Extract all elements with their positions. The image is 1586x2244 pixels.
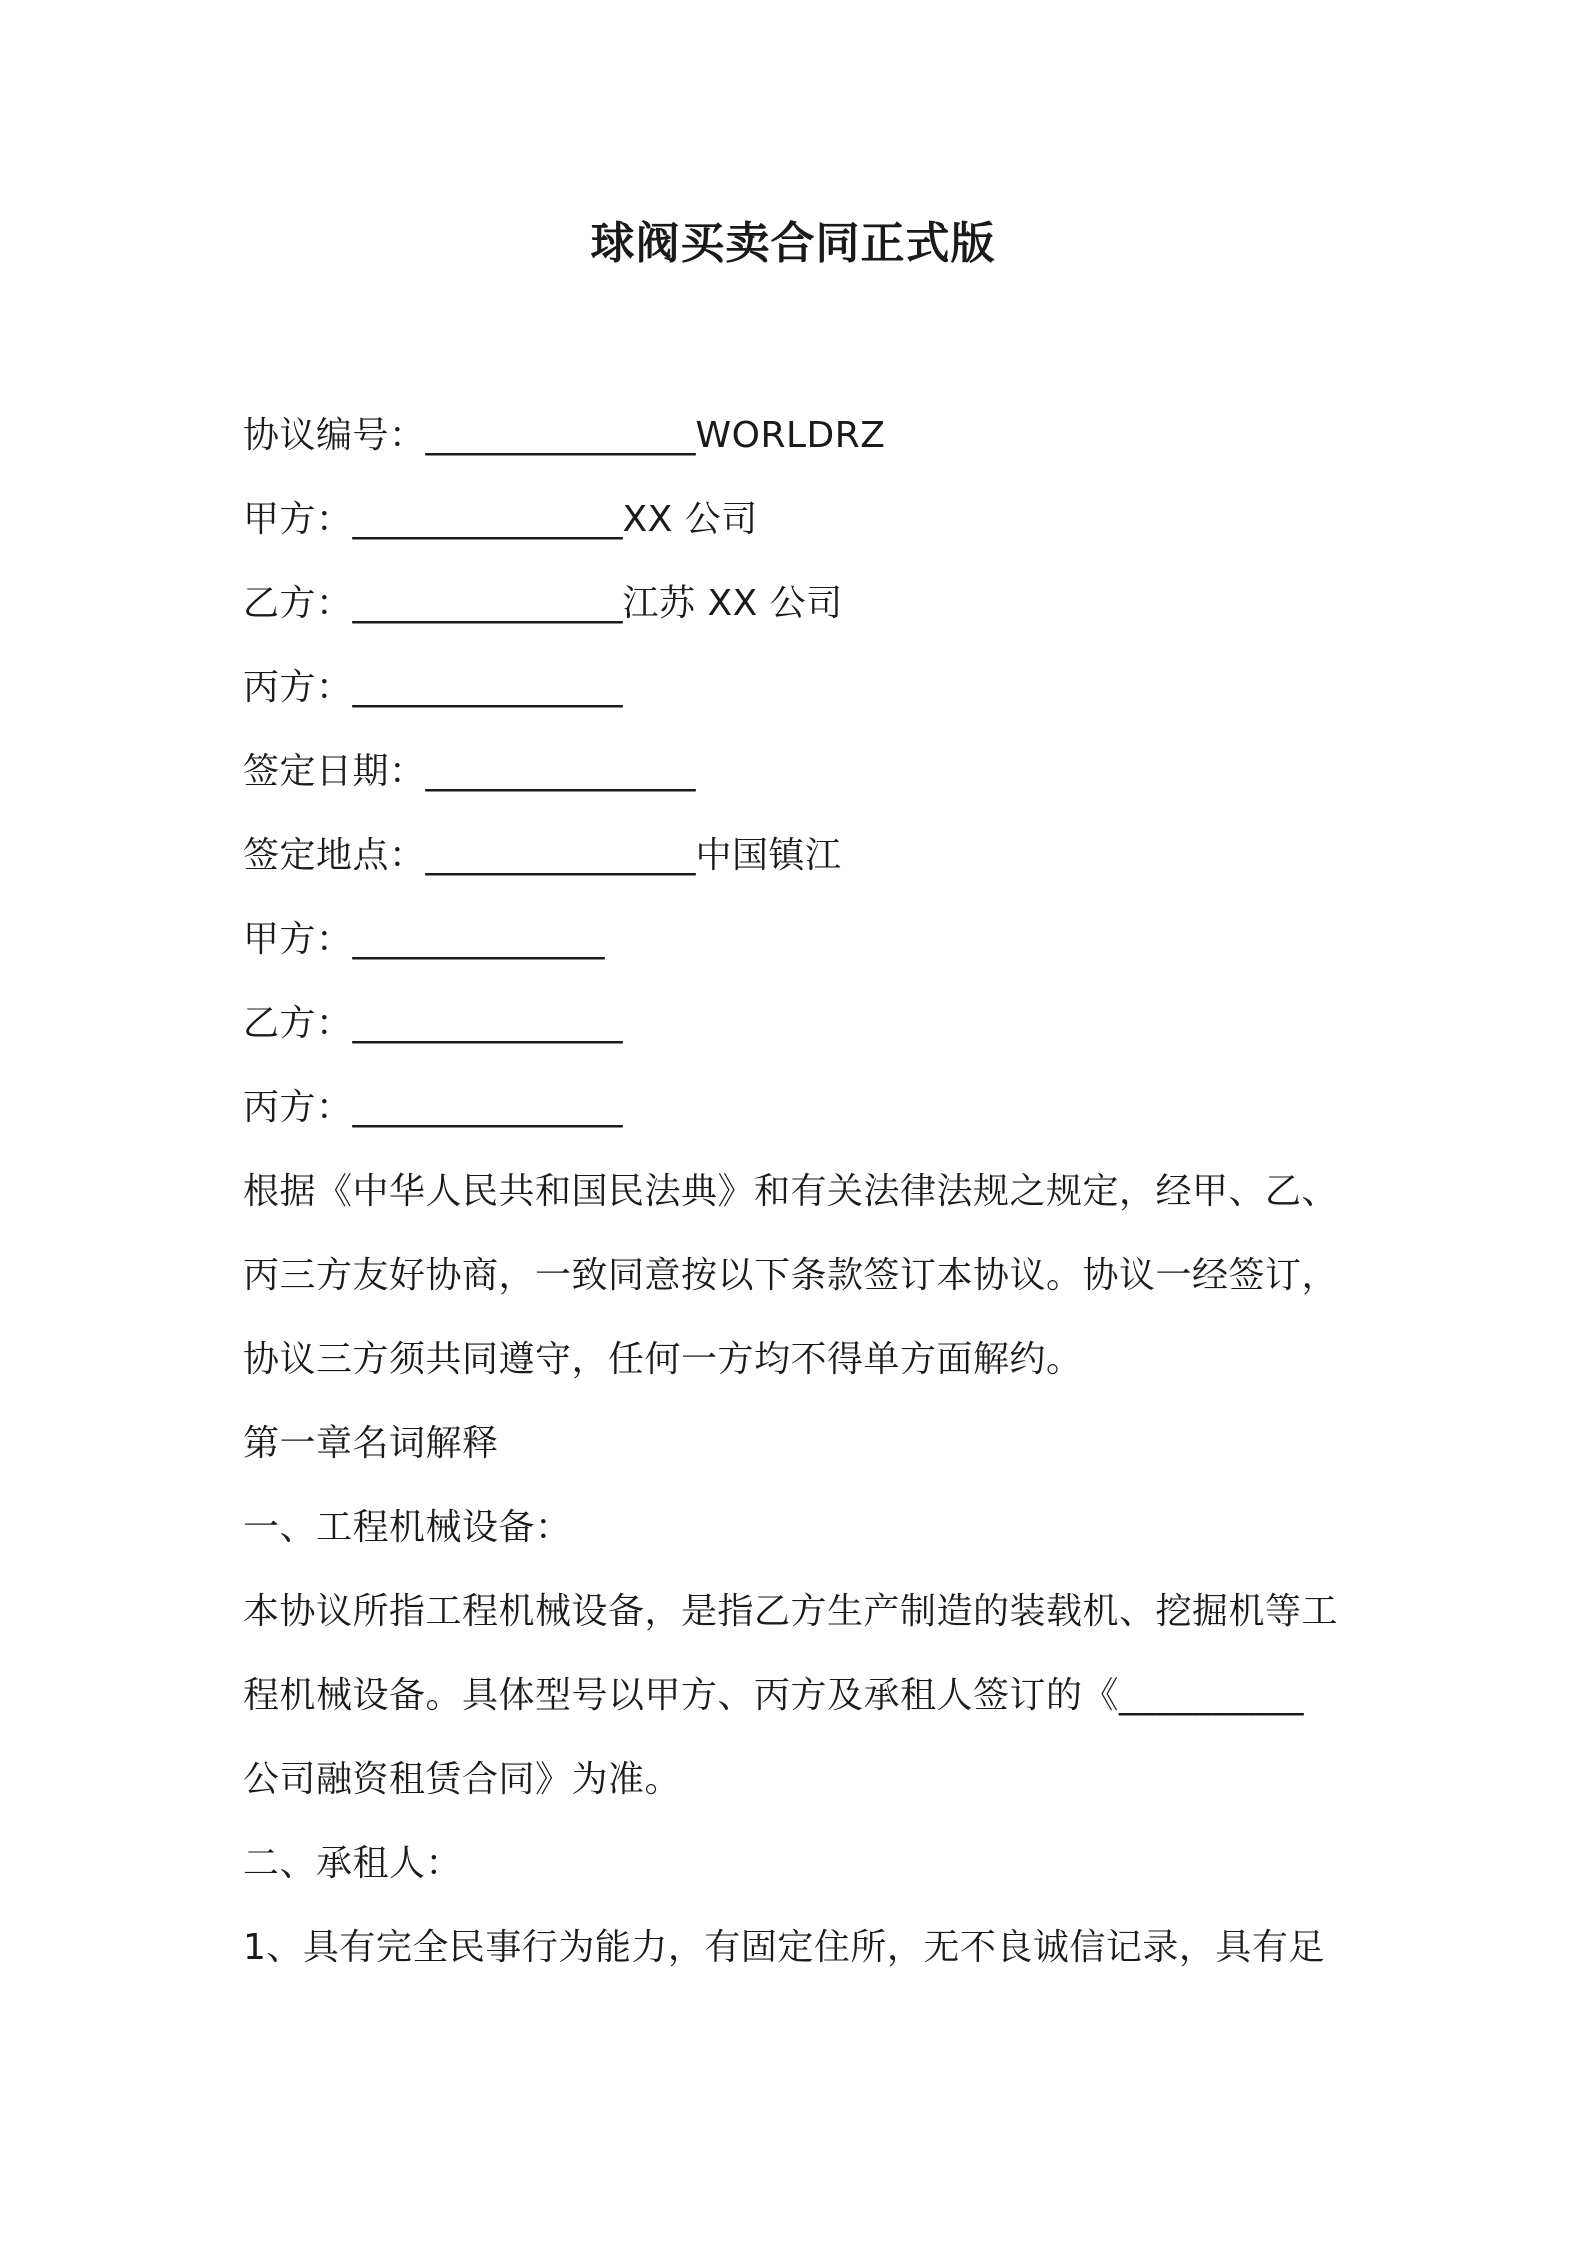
field-label: 丙方：	[243, 1087, 353, 1128]
body-line: 公司融资租赁合同》为准。	[243, 1759, 682, 1800]
field-label: 乙方：	[243, 583, 353, 624]
section-heading: 一、工程机械设备：	[243, 1507, 572, 1548]
field-blank: _______________	[352, 499, 623, 540]
field-blank: _______________	[352, 1087, 623, 1128]
field-label: 甲方：	[243, 499, 353, 540]
field-label: 签定地点：	[243, 835, 426, 876]
body-line: 根据《中华人民共和国民法典》和有关法律法规之规定，经甲、乙、	[243, 1171, 1339, 1212]
field-value: XX 公司	[622, 499, 758, 540]
field-party-b-sign	[243, 1000, 623, 1048]
field-party-a	[243, 496, 758, 544]
body-line: 程机械设备。具体型号以甲方、丙方及承租人签订的《__________	[243, 1675, 1305, 1716]
field-label: 丙方：	[243, 667, 353, 708]
field-blank: _______________	[425, 835, 696, 876]
body-line: 1、具有完全民事行为能力，有固定住所，无不良诚信记录，具有足	[243, 1927, 1325, 1968]
field-blank: _______________	[425, 415, 696, 456]
field-label: 甲方：	[243, 919, 353, 960]
field-value: 江苏 XX 公司	[622, 583, 843, 624]
body-line: 协议三方须共同遵守，任何一方均不得单方面解约。	[243, 1339, 1083, 1380]
field-blank: ______________	[352, 919, 605, 960]
field-value: 中国镇江	[695, 835, 842, 876]
field-label: 协议编号：	[243, 415, 426, 456]
field-blank: _______________	[352, 667, 623, 708]
field-blank: _______________	[425, 751, 696, 792]
field-label: 乙方：	[243, 1003, 353, 1044]
field-value: WORLDRZ	[695, 415, 886, 456]
field-blank: _______________	[352, 1003, 623, 1044]
field-party-a-sign	[243, 916, 605, 964]
body-line: 本协议所指工程机械设备，是指乙方生产制造的装载机、挖掘机等工	[243, 1591, 1339, 1632]
body-line: 丙三方友好协商，一致同意按以下条款签订本协议。协议一经签订，	[243, 1255, 1339, 1296]
chapter-heading: 第一章名词解释	[243, 1423, 499, 1464]
field-agreement-number	[243, 412, 885, 460]
section-heading: 二、承租人：	[243, 1843, 463, 1884]
field-signing-place	[243, 832, 842, 880]
field-party-c-sign	[243, 1084, 623, 1132]
document-title: 球阀买卖合同正式版	[590, 218, 996, 269]
field-party-c	[243, 664, 623, 712]
field-signing-date	[243, 748, 696, 796]
field-blank: _______________	[352, 583, 623, 624]
field-label: 签定日期：	[243, 751, 426, 792]
field-party-b	[243, 580, 843, 628]
